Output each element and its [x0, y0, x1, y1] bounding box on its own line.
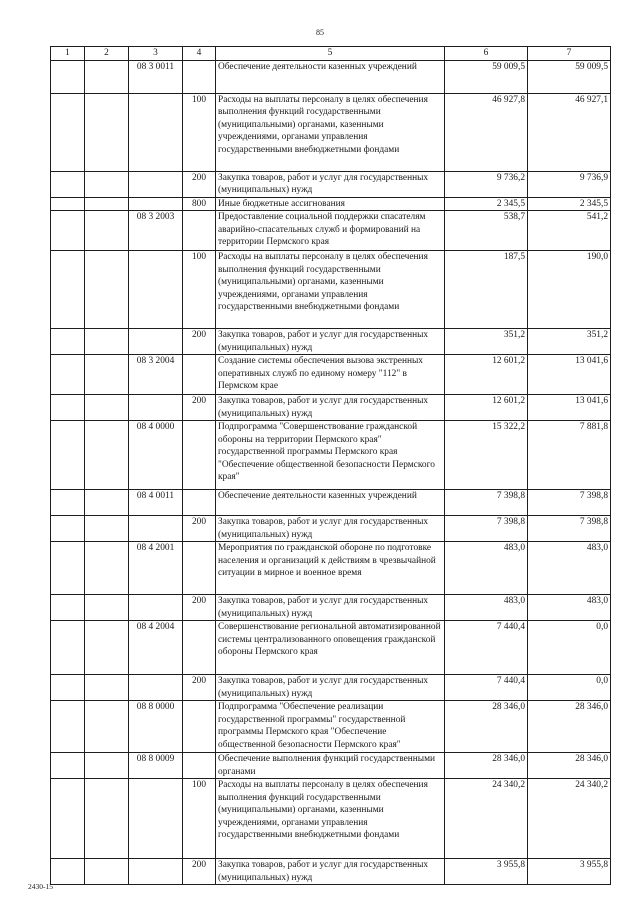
- cell-section: [51, 251, 85, 329]
- cell-subsection: [85, 198, 129, 211]
- cell-expense-type: 100: [183, 779, 216, 859]
- table-row: [51, 516, 611, 542]
- cell-amount-year2: 28 346,0: [528, 753, 611, 779]
- cell-expense-type: 200: [183, 395, 216, 421]
- cell-amount-year2: 190,0: [528, 251, 611, 329]
- cell-amount-year1: 2 345,5: [445, 198, 528, 211]
- cell-section: [51, 621, 85, 675]
- cell-description: Расходы на выплаты персоналу в целях обеспечения выполнения функций государственными (муниципальными) органами, казенными учреждениями, органами управления государственными внебюджетными фондами: [216, 94, 445, 172]
- table-row: [51, 753, 611, 779]
- cell-amount-year2: 7 398,8: [528, 516, 611, 542]
- cell-section: [51, 395, 85, 421]
- table-row: [51, 621, 611, 675]
- cell-expense-type: 100: [183, 94, 216, 172]
- table-row: [51, 198, 611, 211]
- cell-subsection: [85, 779, 129, 859]
- cell-target-code: [129, 198, 183, 211]
- cell-amount-year1: 24 340,2: [445, 779, 528, 859]
- table-row: [51, 61, 611, 94]
- cell-amount-year2: 483,0: [528, 542, 611, 595]
- table-row: [51, 329, 611, 355]
- cell-subsection: [85, 172, 129, 198]
- cell-amount-year1: 3 955,8: [445, 859, 528, 885]
- cell-amount-year2: 24 340,2: [528, 779, 611, 859]
- cell-subsection: [85, 595, 129, 621]
- cell-subsection: [85, 542, 129, 595]
- cell-subsection: [85, 61, 129, 94]
- cell-description: Закупка товаров, работ и услуг для государственных (муниципальных) нужд: [216, 516, 445, 542]
- cell-section: [51, 859, 85, 885]
- cell-section: [51, 542, 85, 595]
- cell-amount-year1: 7 440,4: [445, 675, 528, 701]
- cell-target-code: [129, 172, 183, 198]
- page-number: 85: [316, 28, 324, 37]
- column-header: 3: [129, 47, 183, 61]
- cell-amount-year1: 12 601,2: [445, 355, 528, 395]
- cell-subsection: [85, 859, 129, 885]
- table-row: [51, 675, 611, 701]
- cell-target-code: 08 4 2001: [129, 542, 183, 595]
- cell-target-code: [129, 516, 183, 542]
- cell-target-code: [129, 395, 183, 421]
- cell-expense-type: [183, 211, 216, 251]
- cell-target-code: [129, 859, 183, 885]
- cell-target-code: 08 3 0011: [129, 61, 183, 94]
- cell-target-code: 08 4 0000: [129, 421, 183, 490]
- cell-section: [51, 490, 85, 516]
- cell-amount-year1: 28 346,0: [445, 753, 528, 779]
- cell-amount-year2: 0,0: [528, 621, 611, 675]
- cell-target-code: [129, 329, 183, 355]
- column-header: 6: [445, 47, 528, 61]
- cell-expense-type: 800: [183, 198, 216, 211]
- cell-subsection: [85, 421, 129, 490]
- cell-expense-type: 100: [183, 251, 216, 329]
- cell-amount-year1: 187,5: [445, 251, 528, 329]
- cell-description: Расходы на выплаты персоналу в целях обеспечения выполнения функций государственными (муниципальными) органами, казенными учреждениями, органами управления государственными внебюджетными фондами: [216, 251, 445, 329]
- cell-expense-type: 200: [183, 516, 216, 542]
- document-code: 2430-15: [28, 882, 53, 891]
- cell-expense-type: 200: [183, 172, 216, 198]
- cell-section: [51, 172, 85, 198]
- cell-amount-year2: 2 345,5: [528, 198, 611, 211]
- cell-section: [51, 198, 85, 211]
- cell-description: Подпрограмма "Совершенствование гражданской обороны на территории Пермского края" государственной программы Пермского края "Обеспечение общественной безопасности Пермского края": [216, 421, 445, 490]
- cell-amount-year2: 28 346,0: [528, 701, 611, 753]
- cell-section: [51, 779, 85, 859]
- cell-target-code: 08 3 2004: [129, 355, 183, 395]
- cell-amount-year1: 12 601,2: [445, 395, 528, 421]
- cell-expense-type: 200: [183, 859, 216, 885]
- cell-target-code: [129, 94, 183, 172]
- cell-target-code: [129, 251, 183, 329]
- budget-table: [50, 46, 611, 885]
- cell-section: [51, 701, 85, 753]
- cell-description: Расходы на выплаты персоналу в целях обеспечения выполнения функций государственными (муниципальными) органами, казенными учреждениями, органами управления государственными внебюджетными фондами: [216, 779, 445, 859]
- cell-expense-type: [183, 490, 216, 516]
- column-header: 5: [216, 47, 445, 61]
- cell-description: Подпрограмма "Обеспечение реализации государственной программы" государственной программы Пермского края "Обеспечение общественной безопасности Пермского края": [216, 701, 445, 753]
- cell-target-code: 08 4 0011: [129, 490, 183, 516]
- table-row: [51, 542, 611, 595]
- cell-section: [51, 516, 85, 542]
- cell-description: Мероприятия по гражданской обороне по подготовке населения и организаций к действиям в чрезвычайной ситуации в мирное и военное время: [216, 542, 445, 595]
- cell-expense-type: 200: [183, 329, 216, 355]
- cell-amount-year1: 46 927,8: [445, 94, 528, 172]
- cell-amount-year2: 541,2: [528, 211, 611, 251]
- cell-subsection: [85, 753, 129, 779]
- cell-target-code: 08 4 2004: [129, 621, 183, 675]
- cell-target-code: [129, 595, 183, 621]
- cell-amount-year2: 3 955,8: [528, 859, 611, 885]
- cell-amount-year1: 7 440,4: [445, 621, 528, 675]
- cell-expense-type: [183, 542, 216, 595]
- cell-subsection: [85, 94, 129, 172]
- cell-subsection: [85, 251, 129, 329]
- cell-description: Обеспечение выполнения функций государственными органами: [216, 753, 445, 779]
- cell-description: Закупка товаров, работ и услуг для государственных (муниципальных) нужд: [216, 595, 445, 621]
- cell-expense-type: [183, 753, 216, 779]
- table-row: [51, 211, 611, 251]
- cell-subsection: [85, 329, 129, 355]
- cell-amount-year1: 15 322,2: [445, 421, 528, 490]
- table-row: [51, 701, 611, 753]
- table-row: [51, 779, 611, 859]
- cell-amount-year2: 9 736,9: [528, 172, 611, 198]
- cell-amount-year2: 13 041,6: [528, 395, 611, 421]
- header-row: [51, 47, 611, 61]
- cell-description: Обеспечение деятельности казенных учреждений: [216, 61, 445, 94]
- cell-expense-type: [183, 621, 216, 675]
- cell-expense-type: [183, 701, 216, 753]
- cell-section: [51, 211, 85, 251]
- cell-section: [51, 753, 85, 779]
- table-row: [51, 251, 611, 329]
- cell-expense-type: [183, 421, 216, 490]
- table-row: [51, 595, 611, 621]
- cell-amount-year1: 351,2: [445, 329, 528, 355]
- cell-amount-year1: 483,0: [445, 542, 528, 595]
- cell-amount-year2: 7 398,8: [528, 490, 611, 516]
- cell-section: [51, 329, 85, 355]
- table-row: [51, 490, 611, 516]
- cell-amount-year1: 9 736,2: [445, 172, 528, 198]
- cell-subsection: [85, 621, 129, 675]
- column-header: 1: [51, 47, 85, 61]
- cell-section: [51, 355, 85, 395]
- cell-description: Закупка товаров, работ и услуг для государственных (муниципальных) нужд: [216, 859, 445, 885]
- cell-amount-year2: 59 009,5: [528, 61, 611, 94]
- cell-description: Закупка товаров, работ и услуг для государственных (муниципальных) нужд: [216, 675, 445, 701]
- cell-subsection: [85, 490, 129, 516]
- cell-description: Закупка товаров, работ и услуг для государственных (муниципальных) нужд: [216, 395, 445, 421]
- cell-amount-year2: 0,0: [528, 675, 611, 701]
- cell-expense-type: [183, 355, 216, 395]
- cell-subsection: [85, 395, 129, 421]
- cell-amount-year1: 7 398,8: [445, 516, 528, 542]
- cell-section: [51, 61, 85, 94]
- cell-expense-type: 200: [183, 595, 216, 621]
- cell-description: Иные бюджетные ассигнования: [216, 198, 445, 211]
- cell-section: [51, 421, 85, 490]
- cell-amount-year1: 28 346,0: [445, 701, 528, 753]
- cell-target-code: 08 3 2003: [129, 211, 183, 251]
- cell-expense-type: 200: [183, 675, 216, 701]
- table-row: [51, 421, 611, 490]
- cell-target-code: 08 8 0000: [129, 701, 183, 753]
- cell-amount-year2: 483,0: [528, 595, 611, 621]
- cell-subsection: [85, 355, 129, 395]
- cell-target-code: 08 8 0009: [129, 753, 183, 779]
- table-row: [51, 395, 611, 421]
- column-header: 4: [183, 47, 216, 61]
- cell-amount-year2: 13 041,6: [528, 355, 611, 395]
- table-row: [51, 172, 611, 198]
- cell-subsection: [85, 701, 129, 753]
- cell-target-code: [129, 675, 183, 701]
- cell-target-code: [129, 779, 183, 859]
- cell-subsection: [85, 211, 129, 251]
- cell-description: Обеспечение деятельности казенных учреждений: [216, 490, 445, 516]
- table-row: [51, 859, 611, 885]
- cell-description: Закупка товаров, работ и услуг для государственных (муниципальных) нужд: [216, 172, 445, 198]
- table-row: [51, 355, 611, 395]
- cell-amount-year1: 59 009,5: [445, 61, 528, 94]
- column-header: 7: [528, 47, 611, 61]
- cell-description: Предоставление социальной поддержки спасателям аварийно-спасательных служб и формирований на территории Пермского края: [216, 211, 445, 251]
- column-header: 2: [85, 47, 129, 61]
- table-body: [51, 61, 611, 885]
- cell-expense-type: [183, 61, 216, 94]
- cell-section: [51, 94, 85, 172]
- cell-amount-year1: 7 398,8: [445, 490, 528, 516]
- cell-amount-year2: 7 881,8: [528, 421, 611, 490]
- cell-section: [51, 595, 85, 621]
- cell-subsection: [85, 675, 129, 701]
- cell-description: Совершенствование региональной автоматизированной системы централизованного оповещения гражданской обороны Пермского края: [216, 621, 445, 675]
- cell-amount-year2: 46 927,1: [528, 94, 611, 172]
- cell-subsection: [85, 516, 129, 542]
- cell-section: [51, 675, 85, 701]
- cell-amount-year2: 351,2: [528, 329, 611, 355]
- cell-amount-year1: 483,0: [445, 595, 528, 621]
- cell-description: Создание системы обеспечения вызова экстренных оперативных служб по единому номеру "112" в Пермском крае: [216, 355, 445, 395]
- table-row: [51, 94, 611, 172]
- cell-amount-year1: 538,7: [445, 211, 528, 251]
- cell-description: Закупка товаров, работ и услуг для государственных (муниципальных) нужд: [216, 329, 445, 355]
